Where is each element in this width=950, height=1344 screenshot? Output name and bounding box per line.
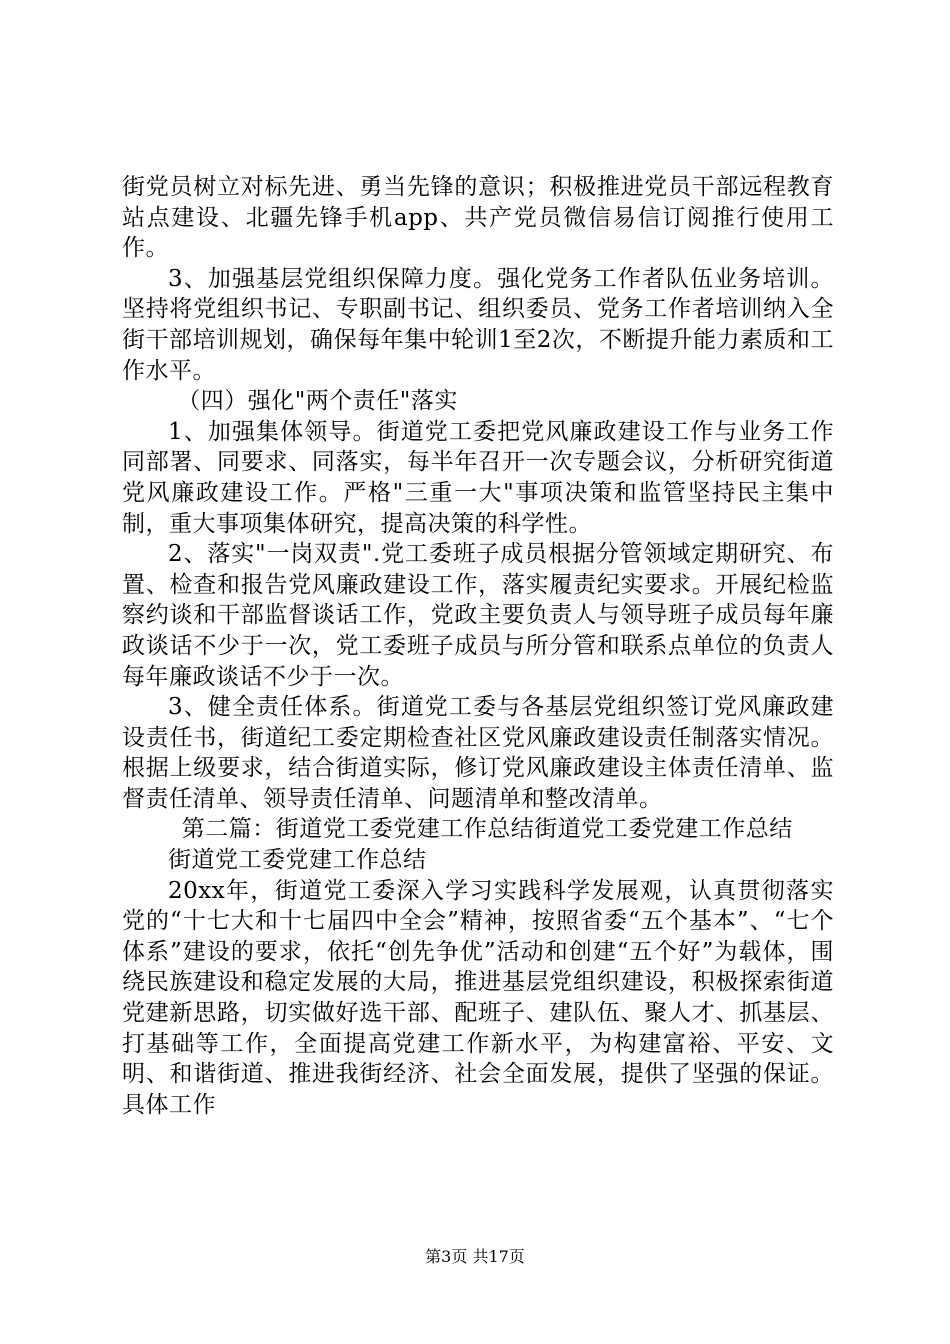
paragraph-item-1-leadership: 1、加强集体领导。街道党工委把党风廉政建设工作与业务工作同部署、同要求、同落实，每半年召开一次专题会议，分析研究街道党风廉政建设工作。严格"三重一大"事项决策和监管坚持民主集中制，重大事项集体研究，提高决策的科学性。 xyxy=(122,418,834,537)
part-two-heading: 第二篇：街道党工委党建工作总结街道党工委党建工作总结 xyxy=(181,816,793,843)
paragraph-item-2-dual-duty: 2、落实"一岗双责".党工委班子成员根据分管领域定期研究、布置、检查和报告党风廉政建设工作，落实履责纪实要求。开展纪检监察约谈和干部监督谈话工作，党政主要负责人与领导班子成员每年廉政谈话不少于一次，党工委班子成员与所分管和联系点单位的负责人每年廉政谈话不少于一次。 xyxy=(122,541,834,690)
page-number-footer: 第3页 共17页 xyxy=(425,1247,525,1266)
paragraph-item-3-support: 3、加强基层党组织保障力度。强化党务工作者队伍业务培训。坚持将党组织书记、专职副书记、组织委员、党务工作者培训纳入全街干部培训规划，确保每年集中轮训1至2次，不断提升能力素质和工作水平。 xyxy=(122,265,834,384)
document-body xyxy=(122,172,834,1120)
document-subtitle: 街道党工委党建工作总结 xyxy=(168,847,427,874)
paragraph-continuation: 街党员树立对标先进、勇当先锋的意识；积极推进党员干部远程教育站点建设、北疆先锋手机app、共产党员微信易信订阅推行使用工作。 xyxy=(122,174,834,262)
section-heading-responsibilities: （四）强化"两个责任"落实 xyxy=(177,388,458,415)
paragraph-summary-intro: 20xx年，街道党工委深入学习实践科学发展观，认真贯彻落实党的“十七大和十七届四中全会”精神，按照省委“五个基本”、“七个体系”建设的要求，依托“创先争优”活动和创建“五个好”为载体，围绕民族建设和稳定发展的大局，推进基层党组织建设，积极探索街道党建新思路，切实做好选干部、配班子、建队伍、聚人才、抓基层、打基础等工作，全面提高党建工作新水平，为构建富裕、平安、文明、和谐街道、推进我街经济、社会全面发展，提供了坚强的保证。具体工作 xyxy=(122,877,834,1118)
paragraph-item-3-system: 3、健全责任体系。街道党工委与各基层党组织签订党风廉政建设责任书，街道纪工委定期检查社区党风廉政建设责任制落实情况。根据上级要求，结合街道实际，修订党风廉政建设主体责任清单、监督责任清单、领导责任清单、问题清单和整改清单。 xyxy=(122,694,834,812)
